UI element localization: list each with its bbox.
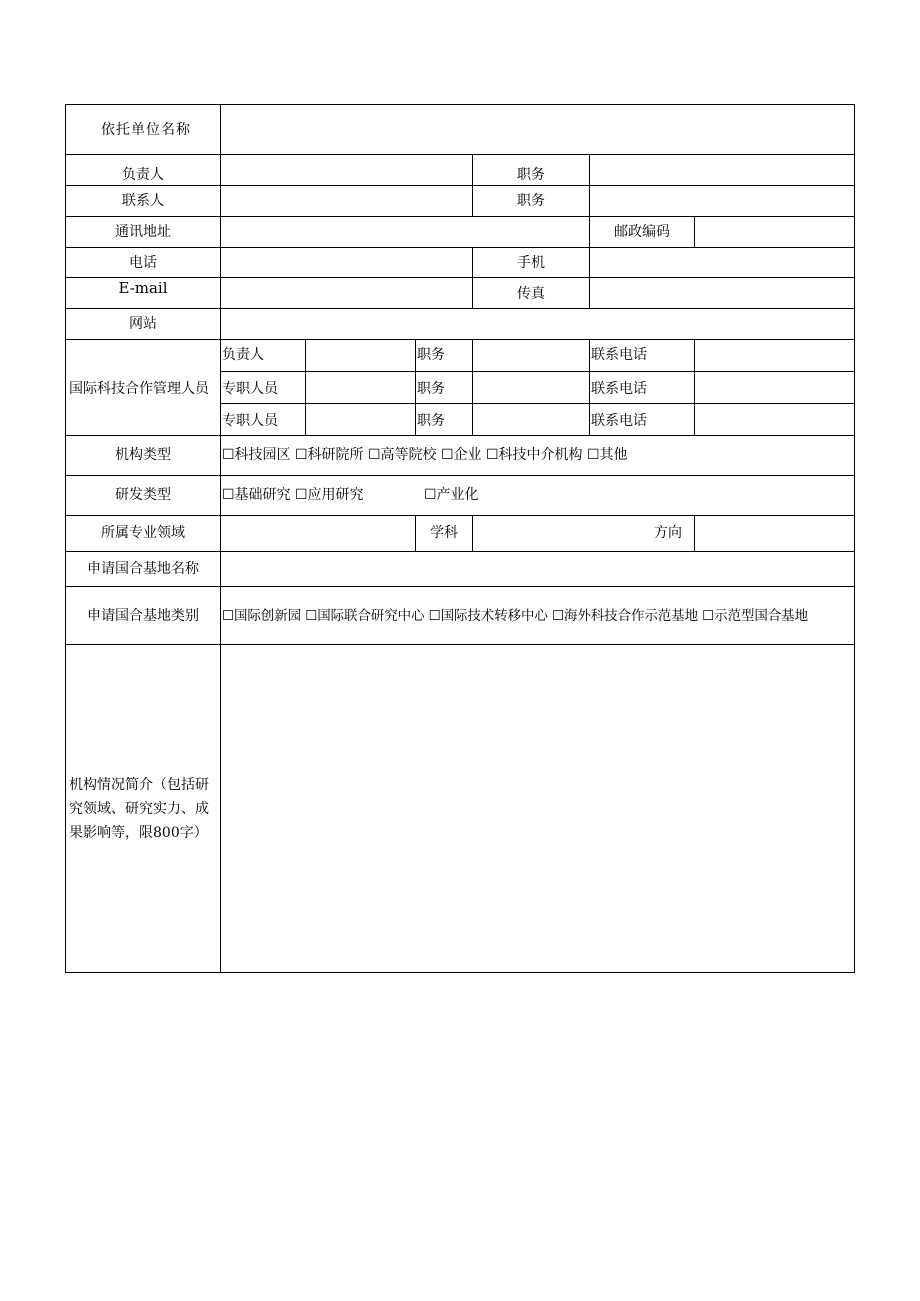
row-divider — [66, 339, 854, 340]
staff-role-3: 专职人员 — [222, 413, 278, 429]
row-divider — [66, 515, 854, 516]
row-divider — [66, 586, 854, 587]
staff-phone-3: 联系电话 — [591, 413, 647, 429]
col-divider — [472, 515, 473, 551]
staff-phone-2: 联系电话 — [591, 381, 647, 397]
staff-phone-1: 联系电话 — [591, 347, 647, 363]
address-label: 通讯地址 — [115, 224, 171, 240]
head-position-label: 职务 — [517, 167, 545, 183]
email-label: E-mail — [118, 279, 168, 297]
col-divider — [589, 247, 590, 308]
rd-type-options-basic-applied[interactable]: ☐基础研究 ☐应用研究 — [222, 487, 364, 503]
org-type-label: 机构类型 — [115, 447, 171, 463]
mobile-label: 手机 — [517, 255, 545, 271]
unit-name-label: 依托单位名称 — [101, 122, 191, 138]
rd-type-label: 研发类型 — [115, 487, 171, 503]
rd-type-option-industrialization[interactable]: ☐产业化 — [424, 487, 479, 503]
row-divider — [66, 435, 854, 436]
row-divider — [66, 551, 854, 552]
intl-staff-label: 国际科技合作管理人员 — [69, 381, 209, 397]
postcode-label: 邮政编码 — [614, 224, 670, 240]
row-divider — [66, 216, 854, 217]
row-divider — [66, 308, 854, 309]
row-divider — [66, 185, 854, 186]
field-label: 所属专业领域 — [101, 525, 185, 541]
base-name-label: 申请国合基地名称 — [87, 561, 199, 577]
row-divider — [66, 154, 854, 155]
col-divider — [305, 339, 306, 435]
row-divider — [66, 475, 854, 476]
col-divider — [694, 216, 695, 247]
staff-role-2: 专职人员 — [222, 381, 278, 397]
intro-label: 机构情况简介（包括研究领域、研究实力、成果影响等，限800字） — [69, 777, 209, 841]
staff-role-1: 负责人 — [222, 347, 264, 363]
row-divider — [221, 403, 854, 404]
col-divider — [694, 339, 695, 435]
row-divider — [66, 277, 854, 278]
application-form-table — [65, 104, 855, 973]
col-divider — [589, 154, 590, 216]
staff-position-2: 职务 — [417, 381, 445, 397]
head-label: 负责人 — [122, 167, 164, 183]
direction-label: 方向 — [654, 525, 682, 541]
fax-label: 传真 — [517, 286, 545, 302]
base-type-options[interactable]: ☐国际创新园 ☐国际联合研究中心 ☐国际技术转移中心 ☐海外科技合作示范基地 ☐示范型国合基地 — [222, 608, 808, 624]
website-label: 网站 — [129, 316, 157, 332]
staff-position-3: 职务 — [417, 413, 445, 429]
col-divider — [220, 105, 221, 972]
row-divider — [221, 371, 854, 372]
staff-position-1: 职务 — [417, 347, 445, 363]
contact-label: 联系人 — [122, 193, 164, 209]
intro-input-area[interactable] — [222, 646, 852, 970]
col-divider — [415, 339, 416, 435]
contact-position-label: 职务 — [517, 193, 545, 209]
phone-label: 电话 — [129, 255, 157, 271]
row-divider — [66, 644, 854, 645]
row-divider — [66, 247, 854, 248]
col-divider — [472, 339, 473, 435]
org-type-options[interactable]: ☐科技园区 ☐科研院所 ☐高等院校 ☐企业 ☐科技中介机构 ☐其他 — [222, 447, 628, 463]
discipline-label: 学科 — [430, 525, 458, 541]
col-divider — [694, 515, 695, 551]
col-divider — [589, 339, 590, 435]
base-type-label: 申请国合基地类别 — [87, 608, 199, 624]
